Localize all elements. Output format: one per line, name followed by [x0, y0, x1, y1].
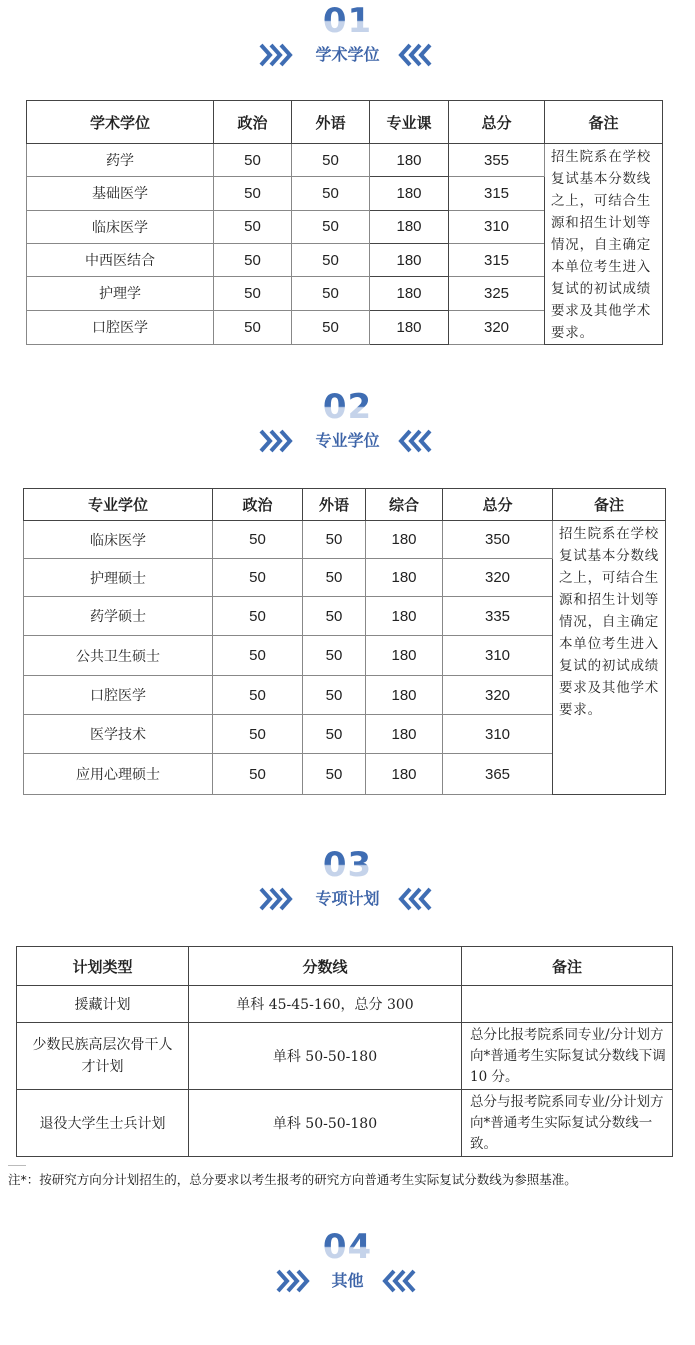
cell: 口腔医学: [24, 676, 213, 715]
header-cell: 总分: [443, 489, 553, 521]
cell: 315: [449, 177, 545, 210]
cell: 180: [366, 521, 443, 559]
cell: 50: [214, 210, 292, 243]
section-number: 02: [0, 390, 695, 424]
cell: 50: [303, 597, 366, 636]
cell: 355: [449, 144, 545, 177]
header-cell: 政治: [214, 101, 292, 144]
section-number: 01: [0, 4, 695, 38]
cell: 310: [449, 210, 545, 243]
cell: 退役大学生士兵计划: [17, 1090, 189, 1157]
cell: 310: [443, 636, 553, 676]
cell: 180: [366, 597, 443, 636]
header-cell: 外语: [292, 101, 370, 144]
cell: [462, 986, 673, 1023]
cell: 少数民族高层次骨干人才计划: [17, 1023, 189, 1090]
cell: 50: [292, 243, 370, 276]
cell: 365: [443, 754, 553, 795]
cell: 50: [213, 559, 303, 597]
cell: 180: [366, 676, 443, 715]
header-cell: 专业学位: [24, 489, 213, 521]
cell: 50: [303, 676, 366, 715]
cell: 325: [449, 277, 545, 310]
table-header-row: [27, 101, 663, 144]
table-row: [27, 144, 663, 177]
cell: 基础医学: [27, 177, 214, 210]
cell: 药学硕士: [24, 597, 213, 636]
header-cell: 学术学位: [27, 101, 214, 144]
cell: 50: [214, 310, 292, 344]
header-cell: 备注: [545, 101, 663, 144]
note-cell: 招生院系在学校复试基本分数线之上，可结合生源和招生计划等情况，自主确定本单位考生进入复试的初试成绩要求及其他学术要求。: [545, 144, 663, 345]
cell: 临床医学: [24, 521, 213, 559]
footnote: 注*：按研究方向分计划招生的，总分要求以考生报考的研究方向普通考生实际复试分数线为参照基准。: [8, 1172, 577, 1187]
cell: 180: [370, 210, 449, 243]
cell: 50: [292, 310, 370, 344]
header-cell: 分数线: [189, 947, 462, 986]
cell: 50: [303, 559, 366, 597]
header-cell: 专业课: [370, 101, 449, 144]
cell: 口腔医学: [27, 310, 214, 344]
note-cell: 招生院系在学校复试基本分数线之上，可结合生源和招生计划等情况，自主确定本单位考生进入复试的初试成绩要求及其他学术要求。: [553, 521, 666, 795]
cell: 50: [213, 521, 303, 559]
cell: 援藏计划: [17, 986, 189, 1023]
cell: 50: [213, 636, 303, 676]
cell: 320: [449, 310, 545, 344]
cell: 临床医学: [27, 210, 214, 243]
professional-degree-table: [23, 488, 666, 795]
cell: 50: [303, 715, 366, 754]
special-plan-table: [16, 946, 673, 1157]
cell: 310: [443, 715, 553, 754]
cell: 50: [213, 754, 303, 795]
table-header-row: [17, 947, 673, 986]
header-cell: 外语: [303, 489, 366, 521]
chevrons-left-icon: [398, 886, 432, 912]
section-number: 04: [0, 1230, 695, 1264]
cell: 护理学: [27, 277, 214, 310]
section-title: 专业学位: [315, 431, 380, 450]
table-row: [24, 521, 666, 559]
header-cell: 备注: [553, 489, 666, 521]
cell: 50: [214, 243, 292, 276]
cell: 320: [443, 559, 553, 597]
cell: 180: [370, 243, 449, 276]
chevrons-left-icon: [382, 1268, 416, 1294]
chevrons-left-icon: [398, 428, 432, 454]
cell: 180: [370, 144, 449, 177]
table-row: [17, 1090, 673, 1157]
cell: 应用心理硕士: [24, 754, 213, 795]
cell: 总分与报考院系同专业/分计划方向*普通考生实际复试分数线一致。: [462, 1090, 673, 1157]
section-title: 专项计划: [315, 889, 380, 908]
cell: 总分比报考院系同专业/分计划方向*普通考生实际复试分数线下调 10 分。: [462, 1023, 673, 1090]
cell: 180: [366, 754, 443, 795]
cell: 50: [303, 521, 366, 559]
academic-degree-table: [26, 100, 663, 345]
cell: 50: [214, 177, 292, 210]
cell: 50: [213, 715, 303, 754]
cell: 单科 50-50-180: [189, 1090, 462, 1157]
cell: 50: [213, 676, 303, 715]
section-title: 学术学位: [315, 45, 380, 64]
cell: 180: [370, 277, 449, 310]
cell: 180: [370, 177, 449, 210]
chevrons-left-icon: [398, 42, 432, 68]
header-cell: 计划类型: [17, 947, 189, 986]
cell: 50: [303, 754, 366, 795]
cell: 护理硕士: [24, 559, 213, 597]
cell: 50: [292, 144, 370, 177]
cell: 50: [214, 144, 292, 177]
cell: 单科 50-50-180: [189, 1023, 462, 1090]
table-row: [17, 1023, 673, 1090]
cell: 335: [443, 597, 553, 636]
cell: 公共卫生硕士: [24, 636, 213, 676]
table-row: [17, 986, 673, 1023]
cell: 中西医结合: [27, 243, 214, 276]
footnote-divider: [8, 1165, 26, 1166]
section-title: 其他: [331, 1271, 364, 1290]
cell: 315: [449, 243, 545, 276]
cell: 180: [370, 310, 449, 344]
cell: 50: [214, 277, 292, 310]
cell: 320: [443, 676, 553, 715]
header-cell: 政治: [213, 489, 303, 521]
cell: 180: [366, 636, 443, 676]
header-cell: 综合: [366, 489, 443, 521]
cell: 50: [292, 177, 370, 210]
cell: 50: [213, 597, 303, 636]
cell: 50: [292, 277, 370, 310]
table-header-row: [24, 489, 666, 521]
cell: 50: [303, 636, 366, 676]
cell: 180: [366, 715, 443, 754]
cell: 药学: [27, 144, 214, 177]
cell: 单科 45-45-160，总分 300: [189, 986, 462, 1023]
header-cell: 备注: [462, 947, 673, 986]
cell: 50: [292, 210, 370, 243]
header-cell: 总分: [449, 101, 545, 144]
cell: 180: [366, 559, 443, 597]
cell: 350: [443, 521, 553, 559]
cell: 医学技术: [24, 715, 213, 754]
section-number: 03: [0, 848, 695, 882]
